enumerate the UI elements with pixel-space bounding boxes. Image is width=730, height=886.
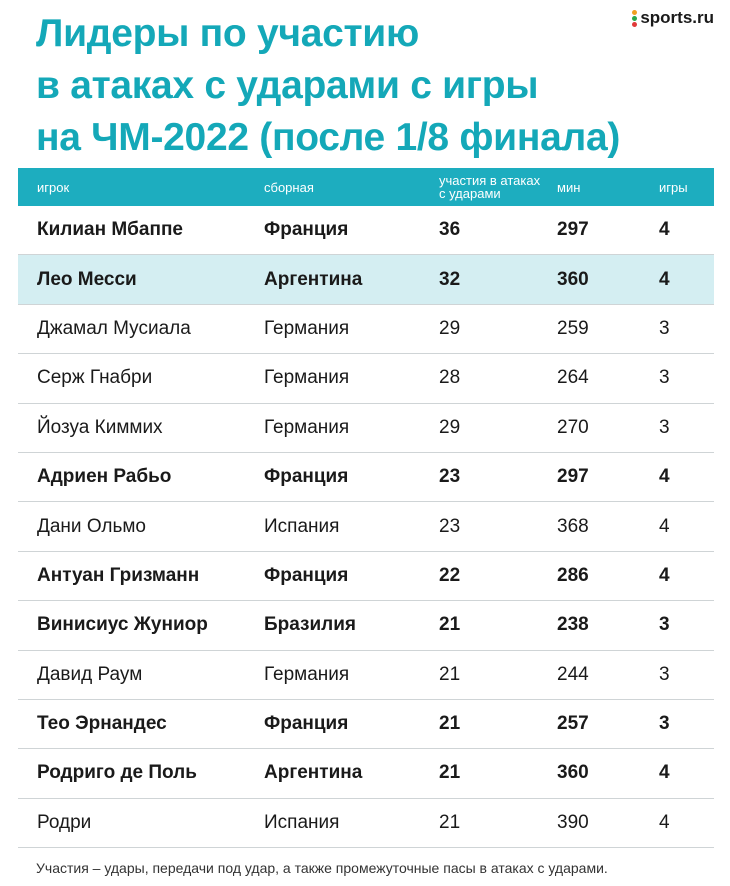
cell-player: Адриен Рабьо	[37, 466, 172, 488]
cell-team: Германия	[264, 663, 350, 685]
cell-minutes: 390	[557, 811, 589, 833]
cell-player: Йозуа Киммих	[37, 416, 163, 438]
header-involvements: участия в атаках с ударами	[439, 173, 541, 201]
cell-player: Лео Месси	[37, 268, 137, 290]
cell-involvements: 23	[439, 466, 461, 488]
cell-games: 4	[659, 564, 670, 586]
logo-dots-icon	[632, 10, 637, 27]
cell-team: Германия	[264, 317, 350, 339]
cell-involvements: 29	[439, 416, 461, 438]
table-row	[18, 206, 714, 255]
header-team: сборная	[264, 179, 314, 195]
cell-involvements: 29	[439, 317, 461, 339]
cell-team: Аргентина	[264, 268, 363, 290]
cell-minutes: 360	[557, 762, 589, 784]
table-row	[18, 305, 714, 354]
table-row	[18, 651, 714, 700]
header-player: игрок	[37, 179, 70, 195]
cell-minutes: 238	[557, 614, 589, 636]
table-row	[18, 552, 714, 601]
cell-player: Родри	[37, 811, 92, 833]
table-row	[18, 255, 714, 304]
cell-minutes: 368	[557, 515, 589, 537]
cell-involvements: 36	[439, 219, 461, 241]
cell-games: 4	[659, 219, 670, 241]
cell-involvements: 28	[439, 367, 461, 389]
cell-involvements: 21	[439, 614, 461, 636]
footnote: Участия – удары, передачи под удар, а также промежуточные пасы в атаках с ударами.	[36, 860, 608, 876]
cell-team: Испания	[264, 515, 340, 537]
table-row	[18, 700, 714, 749]
table-body	[18, 206, 714, 848]
table-row	[18, 502, 714, 551]
cell-minutes: 270	[557, 416, 589, 438]
header-games: игры	[659, 179, 688, 195]
cell-games: 3	[659, 367, 670, 389]
cell-minutes: 286	[557, 564, 589, 586]
cell-player: Винисиус Жуниор	[37, 614, 208, 636]
table-row	[18, 799, 714, 848]
cell-team: Испания	[264, 811, 340, 833]
cell-minutes: 297	[557, 466, 589, 488]
header-minutes: мин	[557, 179, 581, 195]
cell-player: Джамал Мусиала	[37, 317, 191, 339]
title-line: в атаках с ударами с игры	[36, 64, 539, 107]
cell-involvements: 23	[439, 515, 461, 537]
cell-involvements: 21	[439, 713, 461, 735]
cell-player: Антуан Гризманн	[37, 564, 200, 586]
cell-team: Бразилия	[264, 614, 357, 636]
cell-player: Дани Ольмо	[37, 515, 146, 537]
title-line: на ЧМ-2022 (после 1/8 финала)	[36, 116, 621, 159]
cell-minutes: 264	[557, 367, 589, 389]
sports-ru-logo	[632, 8, 714, 28]
cell-player: Серж Гнабри	[37, 367, 153, 389]
cell-games: 3	[659, 317, 670, 339]
table-row	[18, 749, 714, 798]
cell-team: Франция	[264, 713, 349, 735]
cell-minutes: 257	[557, 713, 589, 735]
table-row	[18, 354, 714, 403]
cell-games: 3	[659, 614, 670, 636]
cell-team: Германия	[264, 416, 350, 438]
cell-minutes: 360	[557, 268, 589, 290]
cell-minutes: 297	[557, 219, 589, 241]
cell-games: 3	[659, 663, 670, 685]
cell-player: Тео Эрнандес	[37, 713, 167, 735]
table-row	[18, 404, 714, 453]
page-title	[36, 8, 620, 164]
cell-minutes: 259	[557, 317, 589, 339]
cell-games: 3	[659, 416, 670, 438]
cell-involvements: 21	[439, 762, 461, 784]
cell-team: Франция	[264, 219, 349, 241]
table-row	[18, 453, 714, 502]
cell-team: Германия	[264, 367, 350, 389]
cell-player: Родриго де Поль	[37, 762, 197, 784]
cell-team: Франция	[264, 564, 349, 586]
cell-player: Давид Раум	[37, 663, 143, 685]
cell-games: 4	[659, 811, 670, 833]
cell-games: 4	[659, 515, 670, 537]
logo-text: sports.ru	[640, 8, 714, 27]
cell-games: 4	[659, 268, 670, 290]
cell-team: Аргентина	[264, 762, 363, 784]
cell-games: 4	[659, 466, 670, 488]
cell-player: Килиан Мбаппе	[37, 219, 183, 241]
cell-involvements: 21	[439, 663, 461, 685]
cell-involvements: 21	[439, 811, 461, 833]
cell-team: Франция	[264, 466, 349, 488]
cell-games: 4	[659, 762, 670, 784]
cell-involvements: 32	[439, 268, 461, 290]
table-row	[18, 601, 714, 650]
table-header	[18, 168, 714, 206]
cell-games: 3	[659, 713, 670, 735]
cell-minutes: 244	[557, 663, 589, 685]
cell-involvements: 22	[439, 564, 461, 586]
title-line: Лидеры по участию	[36, 12, 419, 55]
